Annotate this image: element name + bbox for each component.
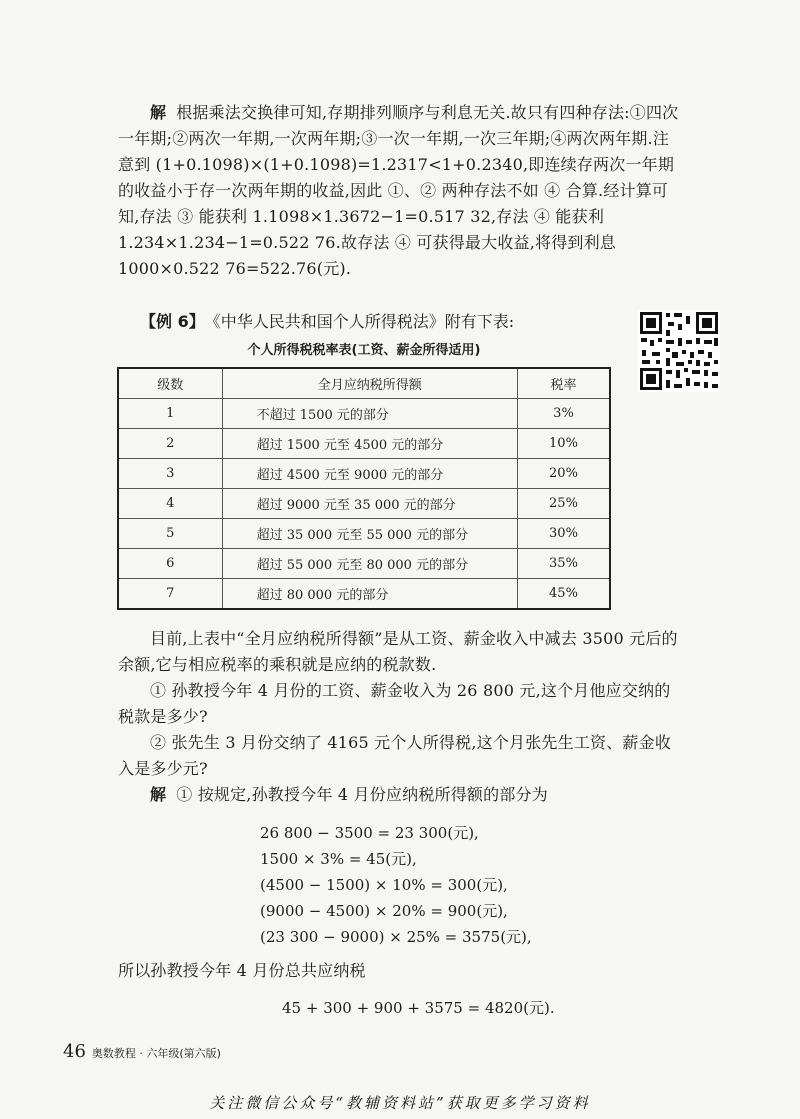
final-calculation: 45 + 300 + 900 + 3575 = 4820(元).: [282, 999, 555, 1017]
cell-rate: 45%: [517, 579, 610, 610]
solution-paragraph-2: [118, 782, 684, 808]
watermark-text: 关注微信公众号“教辅资料站”获取更多学习资料: [209, 1094, 591, 1112]
calc-line: 1500 × 3% = 45(元),: [260, 850, 417, 868]
cell-rate: 3%: [517, 399, 610, 429]
cell-rate: 10%: [517, 429, 610, 459]
solution-text: ① 按规定,孙教授今年 4 月份应纳税所得额的部分为: [176, 785, 548, 804]
cell-income: 超过 80 000 元的部分: [222, 579, 517, 610]
cell-level: 4: [118, 489, 222, 519]
cell-income: 不超过 1500 元的部分: [222, 399, 517, 429]
summary-text: 所以孙教授今年 4 月份总共应纳税: [118, 961, 366, 980]
cell-level: 6: [118, 549, 222, 579]
explanation-text: 目前,上表中“全月应纳税所得额”是从工资、薪金收入中减去 3500 元后的余额,它与相应税率的乘积就是应纳的税款数.: [118, 629, 678, 674]
solution-text: 根据乘法交换律可知,存期排列顺序与利息无关.故只有四种存法:①四次一年期;②两次一年期,一次两年期;③一次一年期,一次三年期;④两次两年期.注意到 (1+0.1098)×(1+0.1098)=1.2317<1+0.2340,即连续存两次一年期的收益小于存一次两年期的收益,因此 ①、② 两种存法不如 ④ 合算.经计算可知,存法 ③ 能获利 1.1098×1.3672−1=0.517 32,存法 ④ 能获利 1.234×1.234−1=0.522 76.故存法 ④ 可获得最大收益,将得到利息1000×0.522 76=522.76(元).: [118, 103, 679, 278]
cell-rate: 30%: [517, 519, 610, 549]
table-row: [118, 489, 610, 519]
cell-income: 超过 4500 元至 9000 元的部分: [222, 459, 517, 489]
solution-label: 解: [150, 785, 167, 804]
calc-line: (9000 − 4500) × 20% = 900(元),: [260, 902, 508, 920]
question-2-text: ② 张先生 3 月份交纳了 4165 元个人所得税,这个月张先生工资、薪金收入是多少元?: [118, 733, 672, 778]
cell-income: 超过 35 000 元至 55 000 元的部分: [222, 519, 517, 549]
table-row: [118, 519, 610, 549]
table-title: 个人所得税税率表(工资、薪金所得适用): [247, 343, 481, 358]
book-title: 奥数教程 · 六年级(第六版): [91, 1047, 221, 1060]
header-level: 级数: [118, 368, 222, 399]
header-income: 全月应纳税所得额: [222, 368, 517, 399]
solution-paragraph-1: [118, 100, 684, 282]
table-row: [118, 549, 610, 579]
question-2: [118, 730, 684, 782]
example-intro: 《中华人民共和国个人所得税法》附有下表:: [212, 312, 515, 331]
cell-rate: 25%: [517, 489, 610, 519]
table-row: [118, 459, 610, 489]
header-rate: 税率: [517, 368, 610, 399]
page-number: 46: [63, 1041, 86, 1062]
cell-income: 超过 1500 元至 4500 元的部分: [222, 429, 517, 459]
cell-income: 超过 55 000 元至 80 000 元的部分: [222, 549, 517, 579]
cell-rate: 20%: [517, 459, 610, 489]
cell-rate: 35%: [517, 549, 610, 579]
example-tag: 【例 6】: [140, 312, 205, 331]
table-header-row: [118, 368, 610, 399]
explanation-paragraph: [118, 626, 684, 678]
calculation-block: [260, 820, 532, 950]
cell-level: 2: [118, 429, 222, 459]
example-6-heading: [140, 310, 514, 334]
cell-level: 1: [118, 399, 222, 429]
cell-level: 5: [118, 519, 222, 549]
cell-income: 超过 9000 元至 35 000 元的部分: [222, 489, 517, 519]
table-row: [118, 429, 610, 459]
calc-line: (23 300 − 9000) × 25% = 3575(元),: [260, 928, 532, 946]
page-footer: [63, 1042, 221, 1064]
tax-rate-table: [117, 367, 611, 610]
qr-code-icon: [638, 310, 720, 392]
summary-paragraph: [118, 958, 684, 984]
solution-label: 解: [150, 103, 167, 122]
calc-line: 26 800 − 3500 = 23 300(元),: [260, 824, 479, 842]
question-1: [118, 678, 684, 730]
table-row: [118, 579, 610, 610]
question-1-text: ① 孙教授今年 4 月份的工资、薪金收入为 26 800 元,这个月他应交纳的税款是多少?: [118, 681, 671, 726]
cell-level: 3: [118, 459, 222, 489]
table-row: [118, 399, 610, 429]
calc-line: (4500 − 1500) × 10% = 300(元),: [260, 876, 508, 894]
cell-level: 7: [118, 579, 222, 610]
